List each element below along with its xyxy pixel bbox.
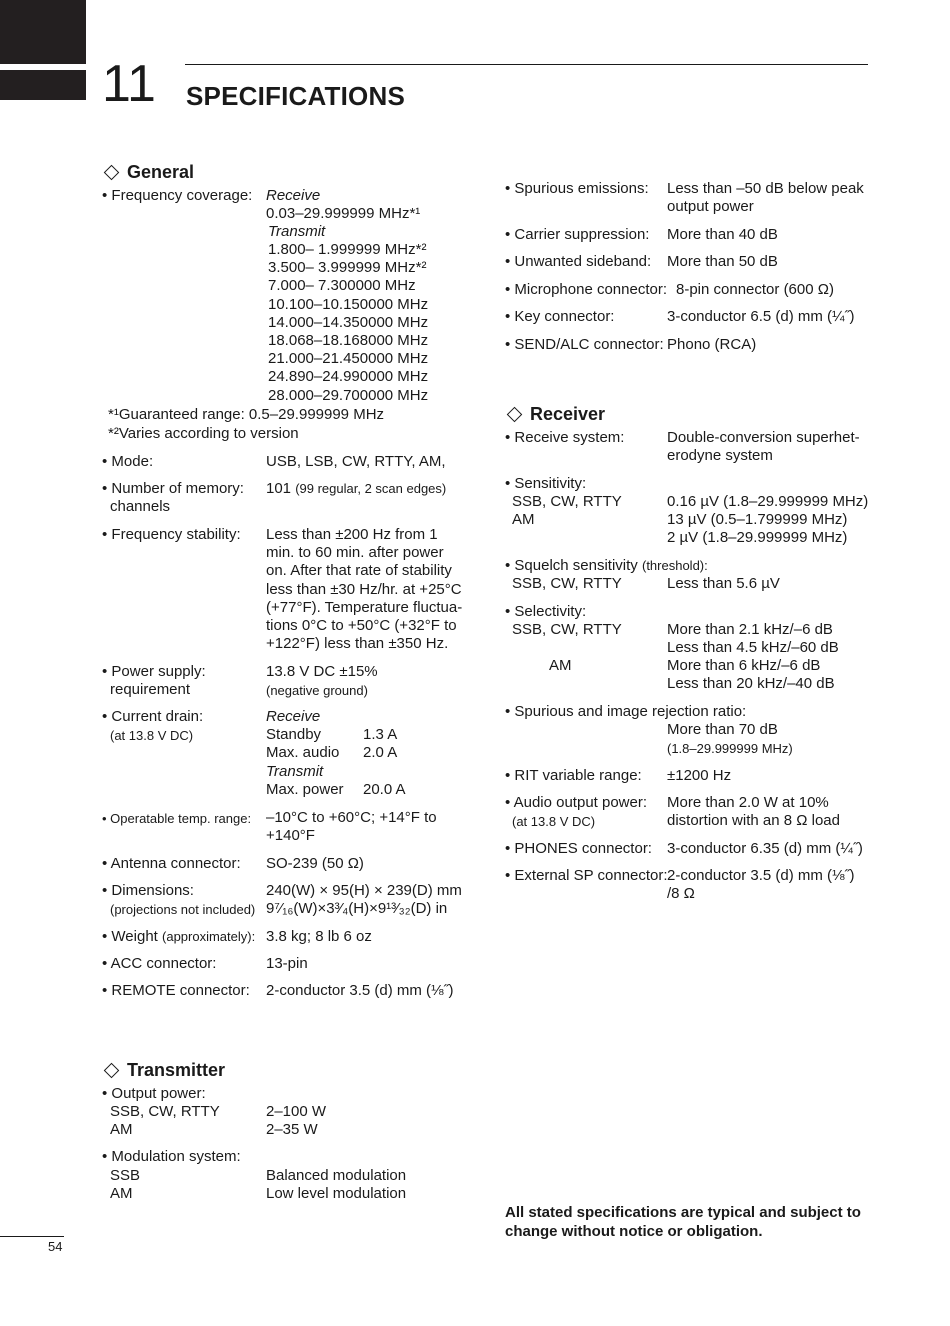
section-receiver-title: Receiver xyxy=(530,404,606,424)
selectivity-label: • Selectivity: xyxy=(505,603,587,620)
specifications-notice xyxy=(505,1203,875,1241)
stability-line: (+77°F). Temperature fluctua- xyxy=(266,598,463,616)
squelch-label xyxy=(505,557,708,575)
spurious-label: • Spurious emissions: xyxy=(505,180,649,197)
acc-label: • ACC connector: xyxy=(102,955,217,972)
acc-value: 13-pin xyxy=(266,955,308,972)
stability-line: on. After that rate of stability xyxy=(266,562,452,580)
power-label: • Power supply: xyxy=(102,663,206,680)
current-label: • Current drain: xyxy=(102,708,204,725)
dimensions-label: • Dimensions: xyxy=(102,882,194,899)
output-ssb-label: SSB, CW, RTTY xyxy=(110,1103,220,1120)
audio-value-cont: distortion with an 8 Ω load xyxy=(667,812,840,829)
chapter-tab-bottom xyxy=(0,70,86,100)
page-number-rule xyxy=(0,1236,64,1237)
squelch-label-note: (threshold): xyxy=(641,558,708,573)
memory-value-note: (99 regular, 2 scan edges) xyxy=(295,481,447,496)
current-maxpower-label: Max. power xyxy=(266,781,344,798)
temp-value: –10°C to +60°C; +14°F to xyxy=(266,809,437,826)
freq-transmit-range: 10.100–10.150000 MHz xyxy=(268,295,429,313)
key-value: 3-conductor 6.5 (d) mm (¼˝) xyxy=(667,308,855,325)
section-general-title: General xyxy=(127,162,195,182)
modulation-label: • Modulation system: xyxy=(102,1148,241,1165)
weight-label-text: • Weight xyxy=(102,928,158,945)
freq-receive-range: 0.03–29.999999 MHz*¹ xyxy=(266,205,421,222)
selectivity-am-value-2: Less than 20 kHz/–40 dB xyxy=(667,675,835,692)
page-number: 54 xyxy=(48,1239,63,1254)
freq-coverage-label: • Frequency coverage: xyxy=(102,187,253,204)
freq-transmit-range: 3.500– 3.999999 MHz*² xyxy=(268,259,427,277)
unwanted-value: More than 50 dB xyxy=(667,253,778,270)
current-transmit-heading: Transmit xyxy=(266,763,324,780)
selectivity-ssb-label: SSB, CW, RTTY xyxy=(512,621,622,638)
chapter-tab-top xyxy=(0,0,86,64)
header-rule xyxy=(185,64,868,65)
notice-line: change without notice or obligation. xyxy=(505,1223,763,1240)
output-power-label: • Output power: xyxy=(102,1085,206,1102)
squelch-ssb-label: SSB, CW, RTTY xyxy=(512,575,622,592)
stability-line: Less than ±200 Hz from 1 xyxy=(266,526,438,543)
mode-label: • Mode: xyxy=(102,453,154,470)
external-sp-value-cont: /8 Ω xyxy=(667,885,695,902)
current-note: (at 13.8 V DC) xyxy=(110,728,194,743)
current-maxpower-value: 20.0 A xyxy=(363,781,406,798)
send-value: Phono (RCA) xyxy=(667,336,757,353)
modulation-am-value: Low level modulation xyxy=(266,1185,407,1202)
section-transmitter-title: Transmitter xyxy=(127,1060,226,1080)
image-rejection-note: (1.8–29.999999 MHz) xyxy=(667,741,793,756)
chapter-number: 11 xyxy=(102,55,156,113)
memory-label: • Number of memory: xyxy=(102,480,244,497)
section-general-heading xyxy=(102,161,194,183)
stability-line: less than ±30 Hz/hr. at +25°C xyxy=(266,580,462,598)
current-standby-value: 1.3 A xyxy=(363,726,398,743)
section-receiver-heading xyxy=(505,403,605,425)
footnote-guaranteed: *¹Guaranteed range: 0.5–29.999999 MHz xyxy=(108,406,385,423)
sensitivity-am-value-2: 2 µV (1.8–29.999999 MHz) xyxy=(667,529,848,546)
diamond-icon xyxy=(104,1062,120,1078)
audio-label: • Audio output power: xyxy=(505,794,648,811)
freq-transmit-range: 18.068–18.168000 MHz xyxy=(268,332,429,350)
carrier-value: More than 40 dB xyxy=(667,226,778,243)
external-sp-value: 2-conductor 3.5 (d) mm (⅛˝) xyxy=(667,867,855,884)
freq-receive-heading: Receive xyxy=(266,187,321,204)
freq-transmit-heading: Transmit xyxy=(268,223,326,240)
carrier-label: • Carrier suppression: xyxy=(505,226,650,243)
diamond-icon xyxy=(104,164,120,180)
diamond-icon xyxy=(507,406,523,422)
temp-value-cont: +140°F xyxy=(266,827,315,844)
image-rejection-label: • Spurious and image rejection ratio: xyxy=(505,703,747,720)
freq-transmit-range: 1.800– 1.999999 MHz*² xyxy=(268,241,427,258)
sensitivity-am-value: 13 µV (0.5–1.799999 MHz) xyxy=(667,511,848,528)
freq-transmit-range: 14.000–14.350000 MHz xyxy=(268,313,429,331)
modulation-ssb-label: SSB xyxy=(110,1167,141,1184)
selectivity-ssb-value-2: Less than 4.5 kHz/–60 dB xyxy=(667,639,839,656)
dimensions-value-in: 9⁷⁄₁₆(W)×3³⁄₄(H)×9¹³⁄₃₂(D) in xyxy=(266,900,448,917)
dimensions-value: 240(W) × 95(H) × 239(D) mm xyxy=(266,882,462,899)
antenna-value: SO-239 (50 Ω) xyxy=(266,855,364,872)
temp-label: • Operatable temp. range: xyxy=(102,811,252,826)
weight-value: 3.8 kg; 8 lb 6 oz xyxy=(266,928,372,945)
mode-value: USB, LSB, CW, RTTY, AM, xyxy=(266,453,446,470)
output-ssb-value: 2–100 W xyxy=(266,1103,327,1120)
spurious-value-cont: output power xyxy=(667,198,754,215)
key-label: • Key connector: xyxy=(505,308,615,325)
phones-value: 3-conductor 6.35 (d) mm (¼˝) xyxy=(667,840,863,857)
selectivity-ssb-value: More than 2.1 kHz/–6 dB xyxy=(667,621,833,638)
current-receive-heading: Receive xyxy=(266,708,321,725)
unwanted-label: • Unwanted sideband: xyxy=(505,253,652,270)
rit-value: ±1200 Hz xyxy=(667,767,732,784)
output-am-value: 2–35 W xyxy=(266,1121,318,1138)
external-sp-label: • External SP connector: xyxy=(505,867,668,884)
footnote-varies: *²Varies according to version xyxy=(108,425,299,442)
weight-label xyxy=(102,928,255,946)
squelch-ssb-value: Less than 5.6 µV xyxy=(667,575,780,592)
output-am-label: AM xyxy=(110,1121,133,1138)
mic-value: 8-pin connector (600 Ω) xyxy=(676,281,834,298)
spurious-value: Less than –50 dB below peak xyxy=(667,180,864,197)
current-standby-label: Standby xyxy=(266,726,322,743)
phones-label: • PHONES connector: xyxy=(505,840,652,857)
power-label-cont: requirement xyxy=(110,681,191,698)
sensitivity-ssb-label: SSB, CW, RTTY xyxy=(512,493,622,510)
memory-value xyxy=(266,480,446,498)
antenna-label: • Antenna connector: xyxy=(102,855,241,872)
sensitivity-am-label: AM xyxy=(512,511,535,528)
power-note: (negative ground) xyxy=(266,683,368,698)
image-rejection-value: More than 70 dB xyxy=(667,721,778,738)
selectivity-am-value: More than 6 kHz/–6 dB xyxy=(667,657,821,674)
squelch-label-text: • Squelch sensitivity xyxy=(505,557,638,574)
dimensions-note: (projections not included) xyxy=(110,902,256,917)
notice-line: All stated specifications are typical and subject to xyxy=(505,1204,861,1221)
mic-label: • Microphone connector: xyxy=(505,281,668,298)
sensitivity-label: • Sensitivity: xyxy=(505,475,587,492)
freq-transmit-range: 7.000– 7.300000 MHz xyxy=(268,277,416,295)
memory-value-number: 101 xyxy=(266,480,292,497)
freq-transmit-list xyxy=(268,241,428,405)
selectivity-am-label: AM xyxy=(549,657,572,674)
stability-line: min. to 60 min. after power xyxy=(266,544,444,562)
stability-value xyxy=(266,526,462,653)
freq-transmit-range: 28.000–29.700000 MHz xyxy=(268,386,429,404)
stability-label: • Frequency stability: xyxy=(102,526,241,543)
stability-line: tions 0°C to +50°C (+32°F to xyxy=(266,617,457,635)
modulation-am-label: AM xyxy=(110,1185,133,1202)
current-maxaudio-label: Max. audio xyxy=(266,744,340,761)
stability-line: +122°F) less than ±350 Hz. xyxy=(266,635,449,653)
send-label: • SEND/ALC connector: xyxy=(505,336,664,353)
sensitivity-ssb-value: 0.16 µV (1.8–29.999999 MHz) xyxy=(667,493,869,510)
freq-transmit-range: 21.000–21.450000 MHz xyxy=(268,350,429,368)
rit-label: • RIT variable range: xyxy=(505,767,642,784)
audio-note: (at 13.8 V DC) xyxy=(512,814,596,829)
remote-value: 2-conductor 3.5 (d) mm (⅛˝) xyxy=(266,982,454,999)
memory-label-cont: channels xyxy=(110,498,171,515)
modulation-ssb-value: Balanced modulation xyxy=(266,1167,407,1184)
receive-system-value-cont: erodyne system xyxy=(667,447,773,464)
chapter-title: SPECIFICATIONS xyxy=(186,81,406,111)
receive-system-value: Double-conversion superhet- xyxy=(667,429,860,446)
audio-value: More than 2.0 W at 10% xyxy=(667,794,829,811)
section-transmitter-heading xyxy=(102,1059,225,1081)
weight-label-note: (approximately): xyxy=(162,929,256,944)
receive-system-label: • Receive system: xyxy=(505,429,625,446)
remote-label: • REMOTE connector: xyxy=(102,982,250,999)
current-maxaudio-value: 2.0 A xyxy=(363,744,398,761)
power-value: 13.8 V DC ±15% xyxy=(266,663,378,680)
freq-transmit-range: 24.890–24.990000 MHz xyxy=(268,368,429,386)
